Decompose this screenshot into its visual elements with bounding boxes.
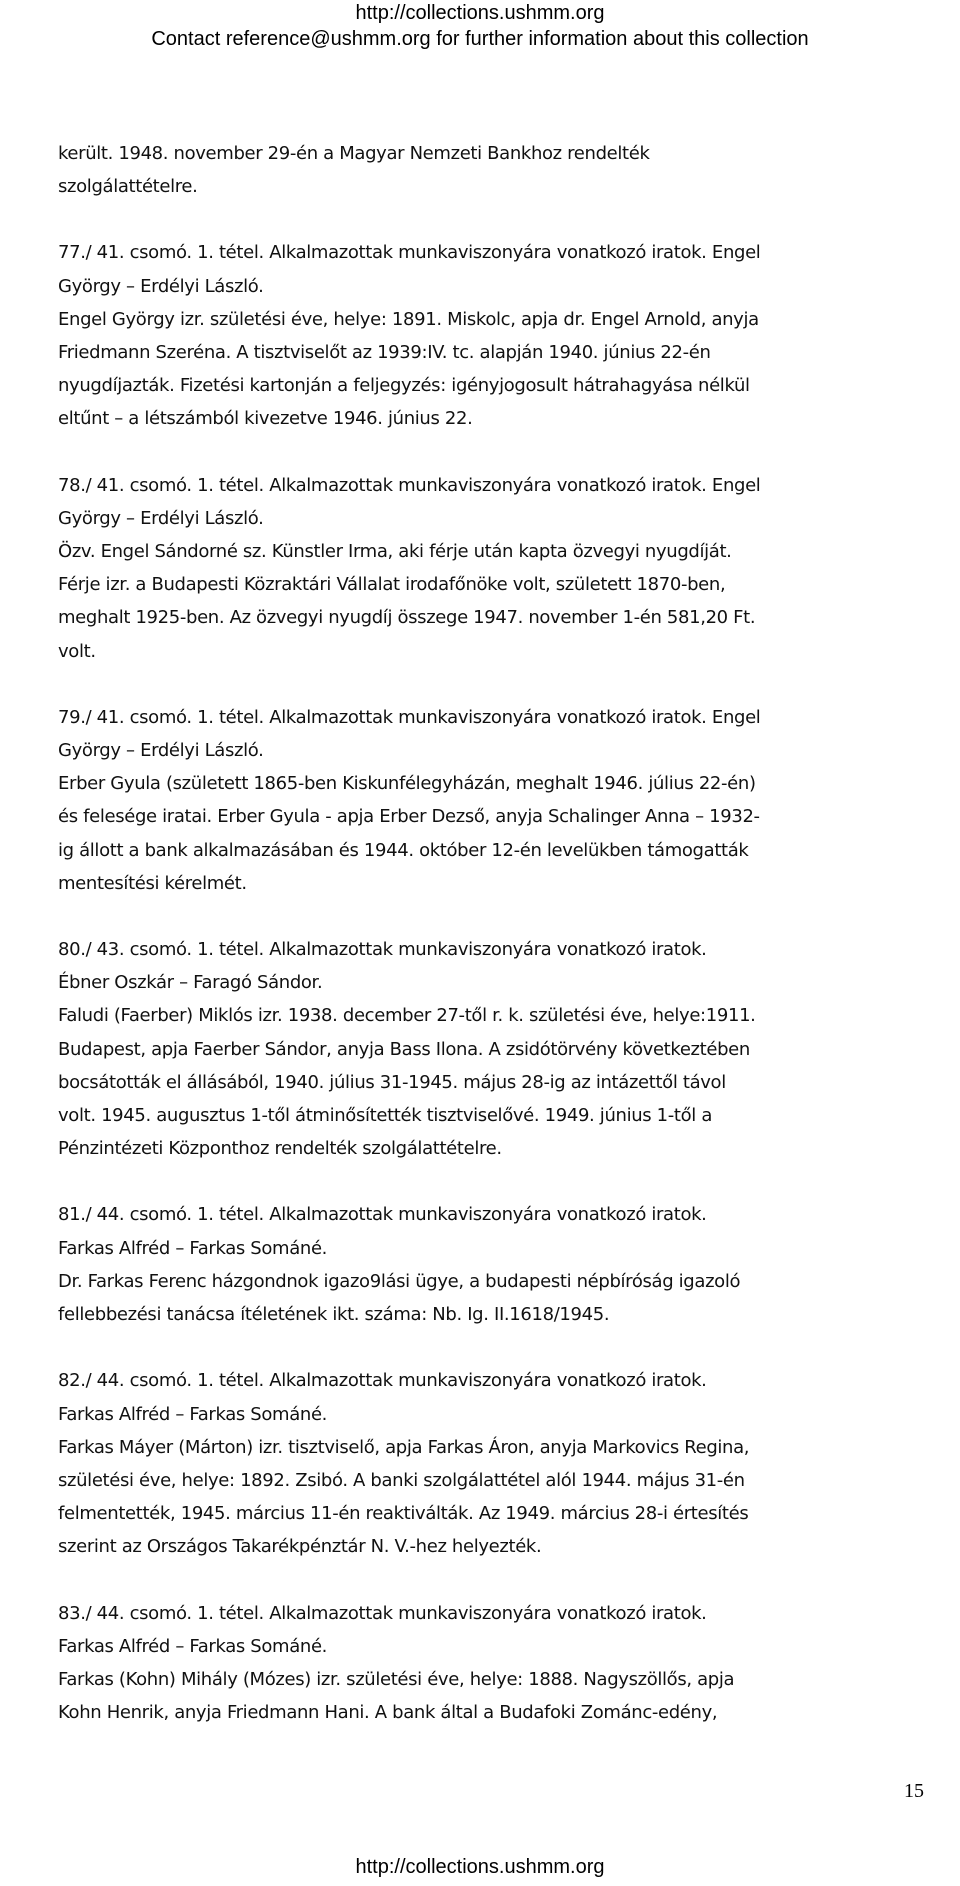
text-line: Farkas (Kohn) Mihály (Mózes) izr. születési éve, helye: 1888. Nagyszöllős, apja — [58, 1668, 735, 1690]
footer-url[interactable]: http://collections.ushmm.org — [355, 1856, 605, 1878]
text-line: 79./ 41. csomó. 1. tétel. Alkalmazottak munkaviszonyára vonatkozó iratok. Engel — [58, 706, 761, 728]
text-line: és felesége iratai. Erber Gyula - apja Erber Dezső, anyja Schalinger Anna – 1932- — [58, 806, 760, 828]
record-paragraph — [58, 701, 928, 900]
text-line: Kohn Henrik, anyja Friedmann Hani. A bank által a Budafoki Zománc-edény, — [58, 1702, 718, 1724]
text-line: Farkas Máyer (Márton) izr. tisztviselő, apja Farkas Áron, anyja Markovics Regina, — [58, 1436, 750, 1458]
text-line: 78./ 41. csomó. 1. tétel. Alkalmazottak munkaviszonyára vonatkozó iratok. Engel — [58, 474, 761, 496]
text-line: bocsátották el állásából, 1940. július 31-1945. május 28-ig az intázettől távol — [58, 1071, 726, 1093]
text-line: 81./ 44. csomó. 1. tétel. Alkalmazottak munkaviszonyára vonatkozó iratok. — [58, 1204, 707, 1226]
text-line: Erber Gyula (született 1865-ben Kiskunfélegyházán, meghalt 1946. július 22-én) — [58, 773, 756, 795]
text-line: Özv. Engel Sándorné sz. Künstler Irma, aki férje után kapta özvegyi nyugdíját. — [58, 541, 732, 563]
text-line: Ébner Oszkár – Faragó Sándor. — [58, 972, 323, 994]
text-line: mentesítési kérelmét. — [58, 872, 247, 894]
text-line: Farkas Alfréd – Farkas Sománé. — [58, 1635, 328, 1657]
text-line: 82./ 44. csomó. 1. tétel. Alkalmazottak munkaviszonyára vonatkozó iratok. — [58, 1370, 707, 1392]
text-line: felmentették, 1945. március 11-én reaktiválták. Az 1949. március 28-i értesítés — [58, 1503, 749, 1525]
header-url[interactable]: http://collections.ushmm.org — [355, 2, 605, 24]
text-line: meghalt 1925-ben. Az özvegyi nyugdíj összege 1947. november 1-én 581,20 Ft. — [58, 607, 756, 629]
text-line: került. 1948. november 29-én a Magyar Nemzeti Bankhoz rendelték — [58, 143, 650, 164]
text-line: Dr. Farkas Ferenc házgondnok igazo9lási ügye, a budapesti népbíróság igazoló — [58, 1270, 741, 1292]
text-line: Engel György izr. születési éve, helye: 1891. Miskolc, apja dr. Engel Arnold, anyja — [58, 308, 759, 330]
text-line: Faludi (Faerber) Miklós izr. 1938. december 27-től r. k. születési éve, helye:1911. — [58, 1005, 756, 1027]
text-line: Friedmann Szeréna. A tisztviselőt az 1939:IV. tc. alapján 1940. június 22-én — [58, 342, 711, 364]
record-paragraph — [58, 236, 928, 435]
document-body — [58, 137, 928, 1762]
text-line: Budapest, apja Faerber Sándor, anyja Bass Ilona. A zsidótörvény következtében — [58, 1038, 750, 1060]
text-line: születési éve, helye: 1892. Zsibó. A banki szolgálattétel alól 1944. május 31-én — [58, 1469, 745, 1491]
text-line: 83./ 44. csomó. 1. tétel. Alkalmazottak munkaviszonyára vonatkozó iratok. — [58, 1602, 707, 1624]
text-line: Farkas Alfréd – Farkas Sománé. — [58, 1237, 328, 1259]
record-paragraph — [58, 1198, 928, 1331]
record-paragraph — [58, 1364, 928, 1563]
text-line: Pénzintézeti Központhoz rendelték szolgálattételre. — [58, 1138, 502, 1160]
text-line: 77./ 41. csomó. 1. tétel. Alkalmazottak munkaviszonyára vonatkozó iratok. Engel — [58, 242, 761, 264]
text-line: volt. 1945. augusztus 1-től átminősítették tisztviselővé. 1949. június 1-től a — [58, 1105, 712, 1127]
text-line: György – Erdélyi László. — [58, 275, 264, 297]
header-contact-notice: Contact reference@ushmm.org for further information about this collection — [151, 28, 809, 50]
page-header — [0, 0, 960, 52]
record-paragraph — [58, 933, 928, 1165]
text-line: ig állott a bank alkalmazásában és 1944. október 12-én levelükben támogatták — [58, 839, 749, 861]
page-footer — [0, 1855, 960, 1879]
text-line: 80./ 43. csomó. 1. tétel. Alkalmazottak munkaviszonyára vonatkozó iratok. — [58, 939, 707, 961]
record-paragraph — [58, 469, 928, 668]
text-line: nyugdíjazták. Fizetési kartonján a feljegyzés: igényjogosult hátrahagyása nélkül — [58, 375, 750, 397]
record-paragraph — [58, 1597, 928, 1730]
text-line: volt. — [58, 640, 96, 662]
record-paragraph — [58, 137, 928, 203]
page-number: 15 — [904, 1780, 924, 1802]
text-line: szolgálattételre. — [58, 176, 198, 198]
text-line: fellebbezési tanácsa ítéletének ikt. száma: Nb. Ig. II.1618/1945. — [58, 1304, 610, 1326]
text-line: György – Erdélyi László. — [58, 507, 264, 529]
text-line: eltűnt – a létszámból kivezetve 1946. június 22. — [58, 408, 473, 430]
text-line: szerint az Országos Takarékpénztár N. V.-hez helyezték. — [58, 1536, 542, 1558]
text-line: Farkas Alfréd – Farkas Sománé. — [58, 1403, 328, 1425]
text-line: Férje izr. a Budapesti Közraktári Vállalat irodafőnöke volt, született 1870-ben, — [58, 574, 726, 596]
text-line: György – Erdélyi László. — [58, 740, 264, 762]
